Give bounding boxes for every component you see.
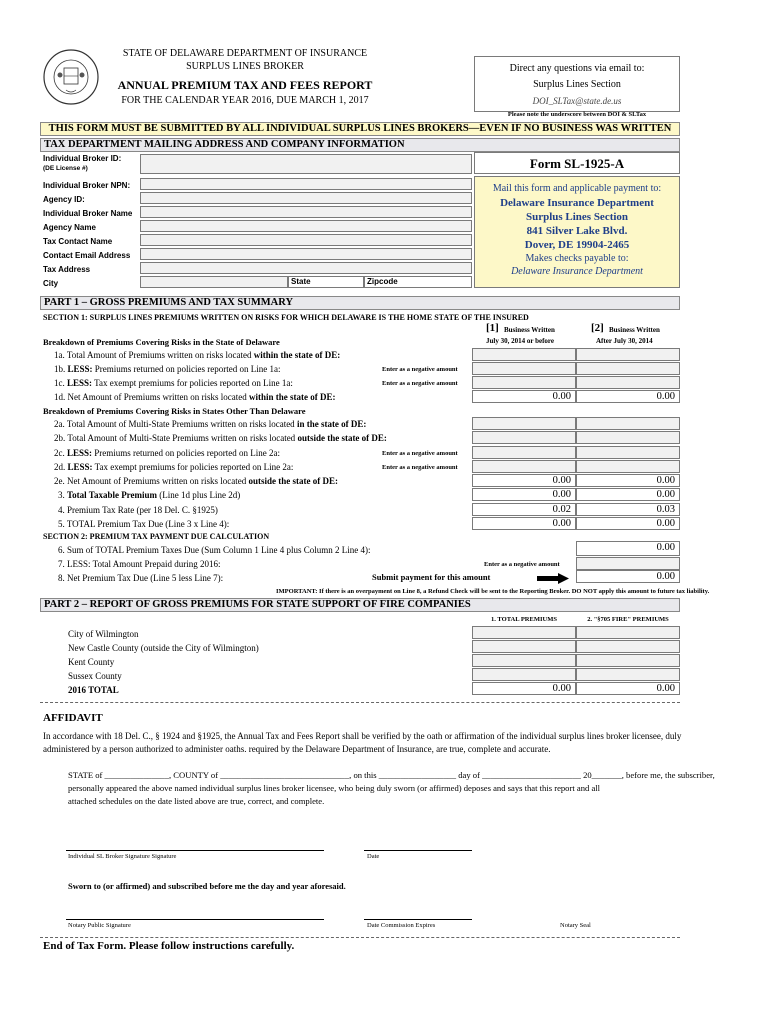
affidavit-line3: attached schedules on the date listed above are true, correct, and complete. — [68, 796, 325, 806]
broker-npn-input[interactable] — [140, 178, 472, 190]
breakdown-de: Breakdown of Premiums Covering Risks in the State of Delaware — [43, 337, 280, 347]
agency-id-label: Agency ID: — [43, 195, 85, 204]
mail-street: 841 Silver Lake Blvd. — [526, 225, 628, 237]
tax-address-input[interactable] — [140, 262, 472, 274]
broker-signature-label: Individual SL Broker Signature Signature — [68, 853, 177, 860]
input-2a-col2[interactable] — [576, 417, 680, 430]
state-seal — [42, 48, 100, 106]
commission-line[interactable] — [364, 919, 472, 920]
broker-name-input[interactable] — [140, 206, 472, 218]
input-wilmington-col2[interactable] — [576, 626, 680, 639]
tax-contact-input[interactable] — [140, 234, 472, 246]
line-1b: 1b. LESS: Premiums returned on policies reported on Line 1a: — [54, 364, 281, 374]
value-4-col1: 0.02 — [472, 503, 576, 516]
line-7: 7. LESS: Total Amount Prepaid during 2016: — [58, 559, 221, 569]
agency-id-input[interactable] — [140, 192, 472, 204]
broker-npn-label: Individual Broker NPN: — [43, 181, 131, 190]
input-7[interactable] — [576, 557, 680, 570]
neg-note-2d: Enter as a negative amount — [382, 464, 458, 471]
part2-col2: 2. "§705 FIRE" PREMIUMS — [587, 616, 669, 623]
contact-email-label: Contact Email Address — [43, 251, 131, 260]
broker-id-input[interactable] — [140, 154, 472, 174]
submit-payment-text: Submit payment for this amount — [372, 572, 491, 582]
input-wilmington-col1[interactable] — [472, 626, 576, 639]
mailing-heading: TAX DEPARTMENT MAILING ADDRESS AND COMPANY INFORMATION — [40, 138, 680, 152]
line-1a: 1a. Total Amount of Premiums written on risks located within the state of DE: — [54, 350, 341, 360]
contact-email[interactable]: DOI_SLTax@state.de.us — [532, 96, 622, 106]
agency-name-input[interactable] — [140, 220, 472, 232]
broker-name-label: Individual Broker Name — [43, 209, 133, 218]
payee: Delaware Insurance Department — [511, 266, 643, 277]
affidavit-para1: In accordance with 18 Del. C., § 1924 and §1925, the Annual Tax and Fees Report shall be verified by the oath or affirmation of the individual surplus lines broker licensee, duly administered by a person authorized to administer oaths. required by the Delaware Department of Insurance, are true, complete and accurate. — [43, 731, 682, 754]
value-5-col2: 0.00 — [576, 517, 680, 530]
affidavit-line2: personally appeared the above named individual surplus lines broker licensee, who being duly sworn (or affirmed) deposes and says that this report and all — [68, 783, 601, 793]
line-2e: 2e. Net Amount of Premiums written on risks located outside the state of DE: — [54, 476, 338, 486]
part1-heading: PART 1 – GROSS PREMIUMS AND TAX SUMMARY — [40, 296, 680, 310]
row-sussex: Sussex County — [68, 671, 122, 681]
end-divider — [40, 937, 680, 938]
input-1c-col2[interactable] — [576, 376, 680, 389]
broker-id-note: (DE License #) — [43, 165, 88, 172]
checks-payable: Makes checks payable to: — [525, 253, 629, 264]
col2-num: [2] — [591, 322, 604, 334]
line-8: 8. Net Premium Tax Due (Line 5 less Line 7): — [58, 573, 224, 583]
col2-sub: After July 30, 2014 — [596, 337, 653, 345]
input-kent-col2[interactable] — [576, 654, 680, 667]
line-2c: 2c. LESS: Premiums returned on policies reported on Line 2a: — [54, 448, 280, 458]
contact-line1: Direct any questions via email to: — [509, 63, 645, 74]
input-2b-col2[interactable] — [576, 431, 680, 444]
input-1b-col2[interactable] — [576, 362, 680, 375]
broker-id-label: Individual Broker ID: — [43, 154, 122, 163]
input-1a-col2[interactable] — [576, 348, 680, 361]
neg-note-1c: Enter as a negative amount — [382, 380, 458, 387]
col1-sub: July 30, 2014 or before — [486, 337, 554, 345]
notary-signature-label: Notary Public Signature — [68, 922, 131, 929]
row-total: 2016 TOTAL — [68, 685, 119, 695]
report-title: ANNUAL PREMIUM TAX AND FEES REPORT — [117, 78, 373, 92]
agency-line1: STATE OF DELAWARE DEPARTMENT OF INSURANCE — [122, 48, 368, 59]
breakdown-other: Breakdown of Premiums Covering Risks in States Other Than Delaware — [43, 406, 306, 416]
value-8: 0.00 — [576, 570, 680, 583]
value-1d-col1: 0.00 — [472, 390, 576, 403]
tax-contact-label: Tax Contact Name — [43, 237, 113, 246]
line-3: 3. Total Taxable Premium (Line 1d plus Line 2d) — [58, 490, 241, 500]
row-new-castle: New Castle County (outside the City of Wilmington) — [68, 643, 259, 653]
part2-total-col2: 0.00 — [576, 682, 680, 695]
col2-label: Business Written — [609, 326, 660, 334]
agency-name-label: Agency Name — [43, 223, 96, 232]
row-kent: Kent County — [68, 657, 115, 667]
mail-section: Surplus Lines Section — [525, 211, 629, 223]
state-label: State — [291, 277, 311, 286]
arrow-right-icon — [537, 571, 569, 582]
notary-seal-label: Notary Seal — [560, 922, 591, 929]
value-3-col1: 0.00 — [472, 488, 576, 501]
section1-heading: SECTION 1: SURPLUS LINES PREMIUMS WRITTEN ON RISKS FOR WHICH DELAWARE IS THE HOME STATE OF THE INSURED — [43, 313, 529, 322]
important-note: IMPORTANT: If there is an overpayment on Line 8, a Refund Check will be sent to the Reporting Broker. DO NOT apply this amount to future tax liability. — [276, 588, 710, 595]
affidavit-heading: AFFIDAVIT — [43, 712, 103, 724]
part2-total-col1: 0.00 — [472, 682, 576, 695]
line-2d: 2d. LESS: Tax exempt premiums for policies reported on Line 2a: — [54, 462, 294, 472]
input-2d-col2[interactable] — [576, 460, 680, 473]
sworn-text: Sworn to (or affirmed) and subscribed before me the day and year aforesaid. — [68, 881, 346, 891]
part2-col1: 1. TOTAL PREMIUMS — [491, 616, 557, 623]
col1-num: [1] — [486, 322, 499, 334]
input-new-castle-col2[interactable] — [576, 640, 680, 653]
contact-email-input[interactable] — [140, 248, 472, 260]
form-number: Form SL-1925-A — [529, 156, 625, 171]
value-6: 0.00 — [576, 541, 680, 556]
commission-label: Date Commission Expires — [367, 922, 436, 929]
value-3-col2: 0.00 — [576, 488, 680, 501]
input-2d-col1[interactable] — [472, 460, 576, 473]
contact-line2: Surplus Lines Section — [533, 79, 621, 90]
value-2e-col1: 0.00 — [472, 474, 576, 487]
mail-city: Dover, DE 19904-2465 — [524, 239, 630, 251]
end-text: End of Tax Form. Please follow instructions carefully. — [43, 940, 295, 952]
input-kent-col1[interactable] — [472, 654, 576, 667]
input-2b-col1[interactable] — [472, 431, 576, 444]
section2-heading: SECTION 2: PREMIUM TAX PAYMENT DUE CALCULATION — [43, 532, 270, 541]
line-1c: 1c. LESS: Tax exempt premiums for policies reported on Line 1a: — [54, 378, 293, 388]
affidavit-divider — [40, 702, 680, 703]
affidavit-line1: STATE of _______________, COUNTY of ______________________________, on this __________________ day of _______________________ 20_______, before me, the subscriber, — [68, 770, 715, 780]
value-5-col1: 0.00 — [472, 517, 576, 530]
row-wilmington: City of Wilmington — [68, 629, 139, 639]
line-4: 4. Premium Tax Rate (per 18 Del. C. §1925) — [58, 505, 218, 515]
notary-signature-line[interactable] — [66, 919, 324, 920]
agency-line2: SURPLUS LINES BROKER — [186, 61, 304, 72]
mail-intro: Mail this form and applicable payment to: — [492, 183, 662, 194]
input-2a-col1[interactable] — [472, 417, 576, 430]
line-2a: 2a. Total Amount of Multi-State Premiums written on risks located in the state of DE: — [54, 419, 367, 429]
input-2c-col2[interactable] — [576, 446, 680, 459]
submission-banner: THIS FORM MUST BE SUBMITTED BY ALL INDIVIDUAL SURPLUS LINES BROKERS—EVEN IF NO BUSINESS WAS WRITTEN — [40, 122, 680, 136]
input-new-castle-col1[interactable] — [472, 640, 576, 653]
underscore-note: Please note the underscore between DOI & SLTax — [507, 111, 647, 118]
line-5: 5. TOTAL Premium Tax Due (Line 3 x Line 4): — [58, 519, 230, 529]
tax-address-label: Tax Address — [43, 265, 91, 274]
line-2b: 2b. Total Amount of Multi-State Premiums written on risks located outside the state of DE: — [54, 433, 387, 443]
zipcode-label: Zipcode — [367, 277, 398, 286]
input-sussex-col2[interactable] — [576, 668, 680, 681]
input-1a-col1[interactable] — [472, 348, 576, 361]
line-6: 6. Sum of TOTAL Premium Taxes Due (Sum Column 1 Line 4 plus Column 2 Line 4): — [58, 545, 371, 555]
mail-dept: Delaware Insurance Department — [500, 197, 654, 209]
date-label: Date — [367, 853, 380, 860]
input-2c-col1[interactable] — [472, 446, 576, 459]
col1-label: Business Written — [504, 326, 555, 334]
input-1b-col1[interactable] — [472, 362, 576, 375]
neg-note-7: Enter as a negative amount — [484, 561, 560, 568]
city-input[interactable] — [140, 276, 288, 288]
line-1d: 1d. Net Amount of Premiums written on risks located within the state of DE: — [54, 392, 336, 402]
neg-note-2c: Enter as a negative amount — [382, 450, 458, 457]
value-4-col2: 0.03 — [576, 503, 680, 516]
neg-note-1b: Enter as a negative amount — [382, 366, 458, 373]
part2-heading: PART 2 – REPORT OF GROSS PREMIUMS FOR STATE SUPPORT OF FIRE COMPANIES — [40, 598, 680, 612]
input-1c-col1[interactable] — [472, 376, 576, 389]
broker-signature-line[interactable] — [66, 850, 324, 851]
city-label: City — [43, 279, 59, 288]
value-2e-col2: 0.00 — [576, 474, 680, 487]
value-1d-col2: 0.00 — [576, 390, 680, 403]
date-line[interactable] — [364, 850, 472, 851]
input-sussex-col1[interactable] — [472, 668, 576, 681]
report-subtitle: FOR THE CALENDAR YEAR 2016, DUE MARCH 1, 2017 — [121, 95, 369, 106]
